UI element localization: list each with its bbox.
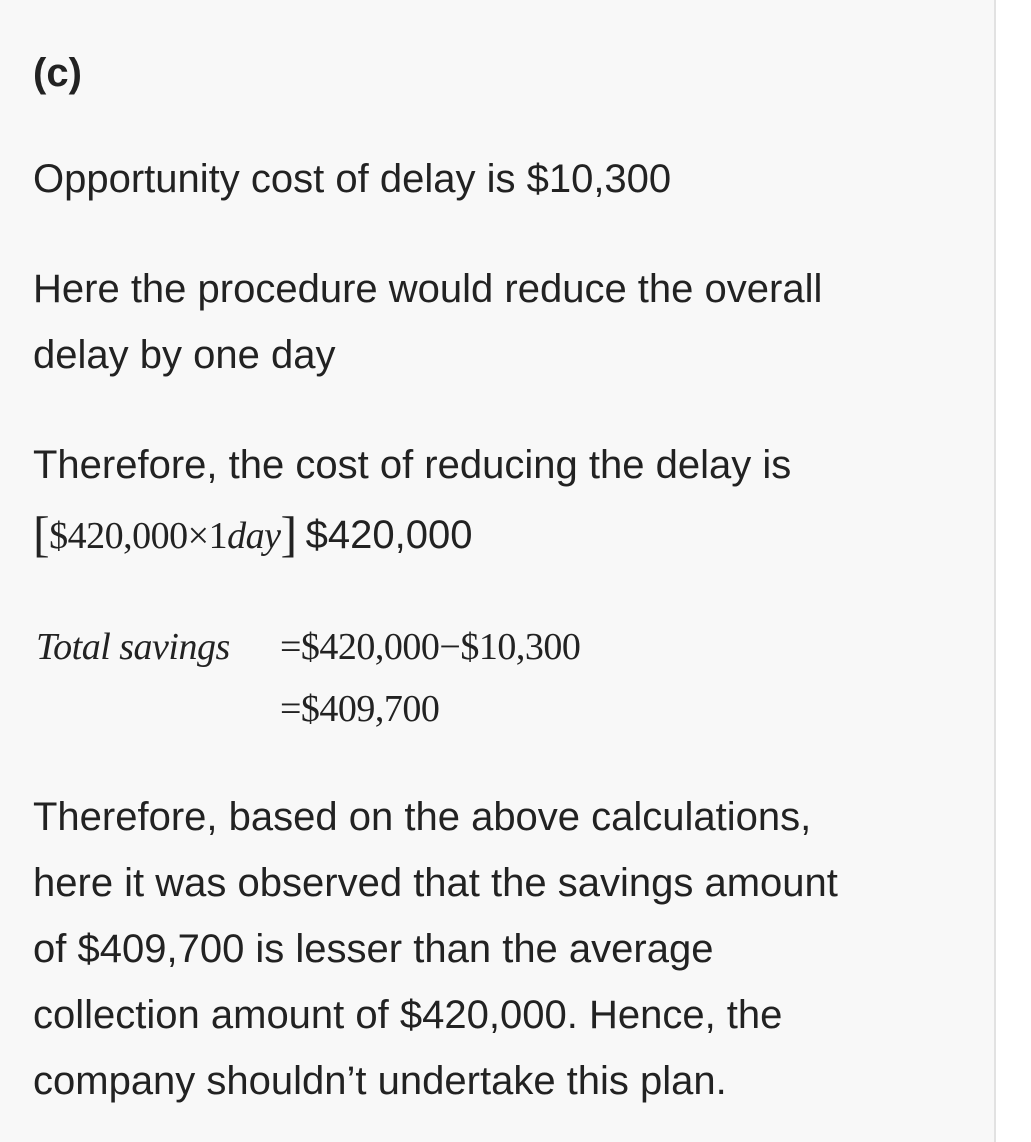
cost-reduction-line-2 bbox=[33, 498, 791, 569]
formula-close-bracket: ] bbox=[280, 506, 297, 562]
equation-row-2-value: =$409,700 bbox=[280, 688, 440, 730]
procedure-paragraph bbox=[33, 256, 822, 388]
cost-reduction-paragraph bbox=[33, 432, 791, 569]
equation-label: Total savings bbox=[36, 626, 230, 668]
equation-row-2 bbox=[36, 680, 580, 742]
procedure-line-2: delay by one day bbox=[33, 333, 336, 377]
conclusion-line-4: collection amount of $420,000. Hence, the bbox=[33, 993, 783, 1037]
conclusion-line-2: here it was observed that the savings amount bbox=[33, 861, 838, 905]
conclusion-line-1: Therefore, based on the above calculations, bbox=[33, 795, 812, 839]
equation-row-1 bbox=[36, 618, 580, 680]
opportunity-cost-text: Opportunity cost of delay is $10,300 bbox=[33, 157, 672, 201]
formula-open-bracket: [ bbox=[33, 506, 50, 562]
total-savings-equation bbox=[36, 618, 580, 742]
procedure-line-1: Here the procedure would reduce the overall bbox=[33, 267, 823, 311]
conclusion-line-3: of $409,700 is lesser than the average bbox=[33, 927, 714, 971]
equation-row-1-value: =$420,000−$10,300 bbox=[280, 626, 581, 668]
cost-reduction-line-1: Therefore, the cost of reducing the delay is bbox=[33, 443, 792, 487]
cost-reduction-result: $420,000 bbox=[305, 513, 473, 557]
conclusion-line-5: company shouldn’t undertake this plan. bbox=[33, 1059, 727, 1103]
cost-reduction-formula bbox=[33, 506, 306, 562]
formula-unit: day bbox=[227, 515, 281, 557]
conclusion-paragraph bbox=[33, 784, 838, 1114]
section-heading: (c) bbox=[33, 51, 82, 95]
formula-value: $420,000×1 bbox=[49, 515, 228, 557]
